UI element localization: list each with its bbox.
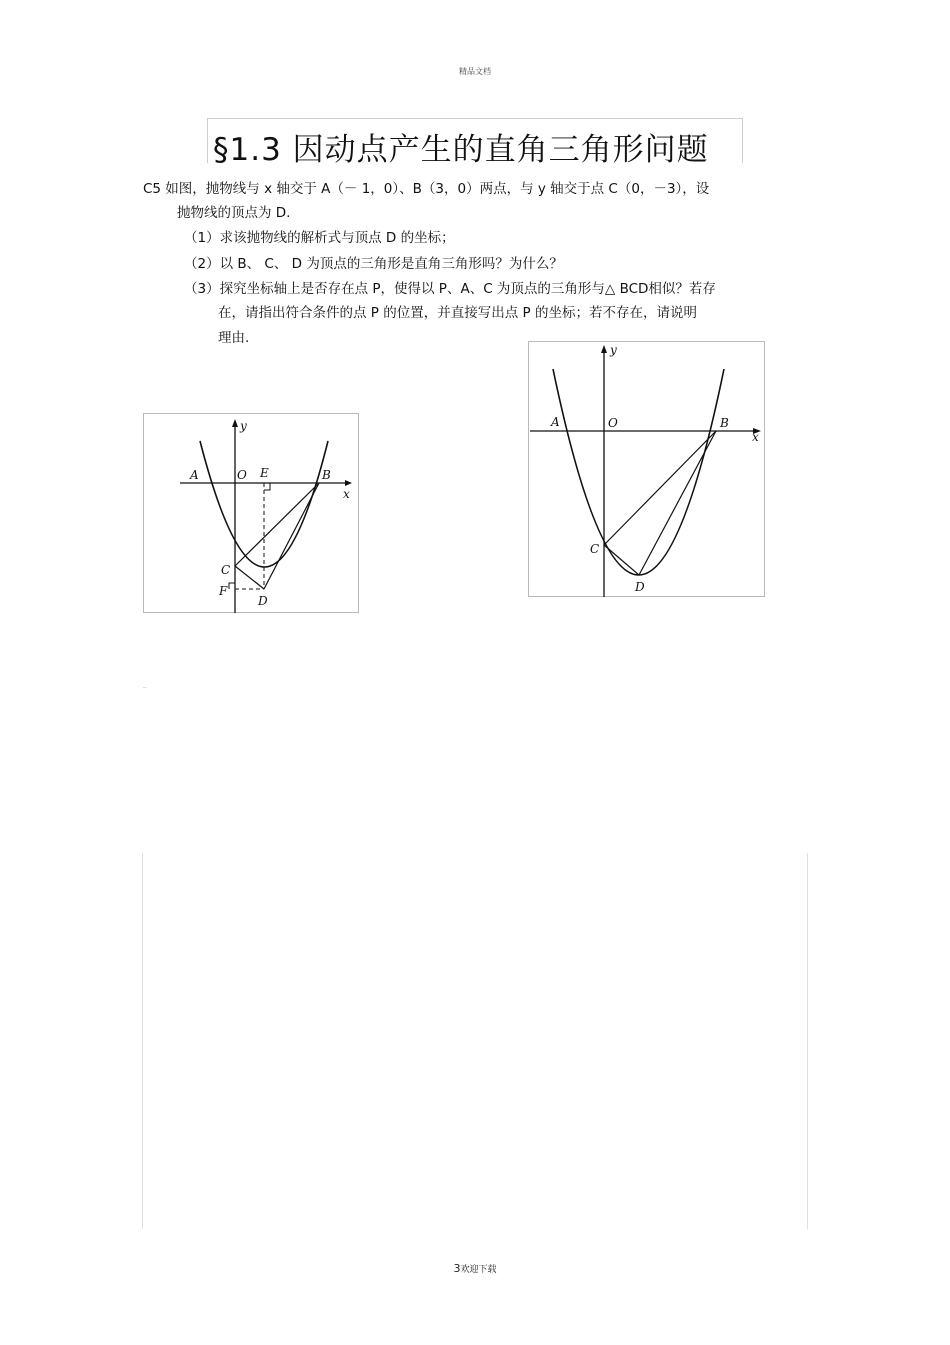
right-angle-mark-f xyxy=(229,583,235,589)
figure-right-frame xyxy=(529,342,765,597)
segment-cb xyxy=(235,483,319,566)
label-a: A xyxy=(551,415,560,429)
segment-cb xyxy=(604,431,716,545)
problem-line-1: C5 如图，抛物线与 x 轴交于 A（－ 1，0）、B（3，0）两点，与 y 轴交于点 C（0，－3），设 xyxy=(143,181,710,197)
label-x: x xyxy=(343,487,350,501)
x-axis-arrow xyxy=(345,480,352,486)
right-angle-mark-e xyxy=(264,483,270,490)
question-1: （1）求该抛物线的解析式与顶点 D 的坐标； xyxy=(184,230,455,246)
answer-area xyxy=(142,853,808,1229)
question-3-line-3: 理由. xyxy=(218,330,250,346)
figure-left-parabola xyxy=(143,413,359,613)
label-d: D xyxy=(258,594,268,608)
figure-left-frame xyxy=(144,414,359,613)
segment-cd xyxy=(604,545,639,575)
y-axis-arrow xyxy=(601,345,607,353)
question-3-line-1: （3）探究坐标轴上是否存在点 P，使得以 P、A、C 为顶点的三角形与△ BCD相似？若存 xyxy=(184,281,716,297)
label-e: E xyxy=(260,466,269,480)
figure-right-parabola xyxy=(528,341,765,597)
segment-db xyxy=(639,431,716,575)
question-2: （2）以 B、 C、 D 为顶点的三角形是直角三角形吗？为什么？ xyxy=(184,256,563,272)
label-o: O xyxy=(237,468,247,482)
stray-mark: .. xyxy=(143,683,147,690)
problem-line-2: 抛物线的顶点为 D. xyxy=(177,205,291,221)
segment-db xyxy=(264,483,319,589)
label-y: y xyxy=(610,343,617,357)
label-c: C xyxy=(221,563,231,577)
label-o: O xyxy=(608,416,618,430)
label-d: D xyxy=(635,580,645,594)
label-y: y xyxy=(240,419,247,433)
label-b: B xyxy=(322,468,331,482)
label-b: B xyxy=(720,416,729,430)
page-number: 3 xyxy=(453,1262,461,1275)
page-title: §1.3 因动点产生的直角三角形问题 xyxy=(213,132,709,168)
segment-cd xyxy=(235,566,264,589)
footer xyxy=(0,1262,950,1275)
question-3-line-2: 在，请指出符合条件的点 P 的位置，并直接写出点 P 的坐标；若不存在，请说明 xyxy=(218,305,697,321)
label-a: A xyxy=(190,468,199,482)
parabola-curve xyxy=(553,369,724,575)
y-axis-arrow xyxy=(232,419,238,427)
header-note: 精品文档 xyxy=(459,67,491,76)
footer-text: 欢迎下载 xyxy=(460,1265,497,1275)
label-x: x xyxy=(752,430,759,444)
label-c: C xyxy=(590,542,600,556)
label-f: F xyxy=(219,584,228,598)
